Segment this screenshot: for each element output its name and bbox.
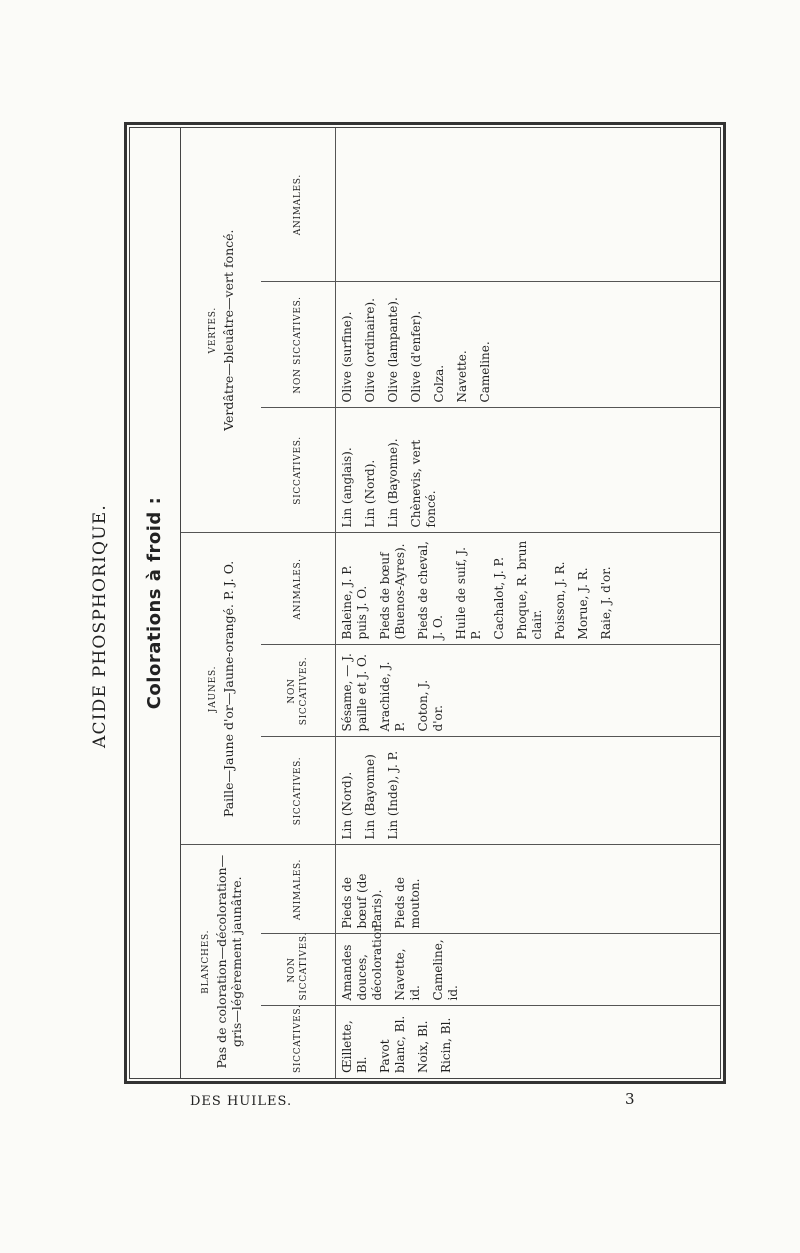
oil-entry: Cameline. [478,341,492,403]
group-title: JAUNES. [208,665,218,713]
group-subtitle: Pas de coloration—décoloration—gris—légèrement jaunâtre. [213,854,244,1069]
column-header: SICCATIVES. [261,737,336,845]
oil-entry: Olive (d'enfer). [409,310,423,403]
oil-entry: Colza. [432,364,446,403]
oil-entry: Cameline, id. [431,939,460,1001]
oil-entry: Œillette, Bl. [340,1020,369,1073]
oil-entry: Pieds de bœuf (de Paris). [340,873,384,929]
oil-entry: Pieds de mouton. [393,877,422,929]
oil-entry: Amandes douces, décoloration. [340,920,384,1001]
group-header-vertes [181,128,261,533]
oil-entry: Arachide, J. P. [378,661,407,732]
group-title: BLANCHES. [200,929,211,994]
group-header-blanches [181,845,261,1078]
table-caption: Colorations à froid : [130,128,181,1078]
table-cell [336,533,721,645]
table-cell [336,645,721,737]
oil-entry: Ricin, Bl. [439,1017,453,1073]
group-subtitle: Verdâtre—bleuâtre—vert foncé. [221,229,236,431]
column-header: NON SICCATIVES. [261,934,336,1006]
group-subtitle: Paille—Jaune d'or—Jaune-orangé. P. J. O. [221,560,236,818]
table-cell [336,408,721,533]
page-number: 3 [625,1090,635,1108]
table-cell [336,282,721,408]
oil-entry: Olive (surfine). [340,311,354,403]
oil-entry: Chènevis, vert foncé. [409,439,438,528]
table-cell [336,128,721,282]
footer-running-head: DES HUILES. [190,1094,293,1109]
oil-entry: Coton, J. d'or. [416,679,445,732]
column-header: ANIMALES. [261,128,336,282]
group-header-jaunes [181,533,261,845]
group-title: VERTES. [208,306,218,354]
table-cell [336,1006,721,1078]
column-header: ANIMALES. [261,533,336,645]
oil-entry: Lin (Nord). [363,459,377,528]
oil-entry: Lin (Bayonne). [386,438,400,528]
column-header: ANIMALES. [261,845,336,934]
table-cell [336,920,721,1006]
table-cell [336,737,721,845]
oil-entry: Noix, Bl. [416,1020,430,1073]
column-header: SICCATIVES. [261,1006,336,1078]
oil-entry: Lin (Nord). [340,771,354,840]
oil-entry: Baleine, J. P. puis J. O. [340,565,369,640]
table-cell [336,845,721,934]
oil-entry: Navette, id. [393,948,422,1001]
column-header: NON SICCATIVES. [261,645,336,737]
rotated-table [130,128,720,1078]
oil-entry: Lin (Bayonne) [363,754,377,840]
oil-entry: Pieds de cheval, J. O. [416,541,445,640]
oil-entry: Navette. [455,350,469,403]
oil-entry: Pavot blanc, Bl. [378,1015,407,1073]
oil-entry: Raie, J. d'or. [599,566,613,640]
oil-entry: Lin (Inde), J. P. [386,750,400,840]
oil-entry: Cachalot, J. P. [492,557,506,640]
oil-entry: Sésame, — J. paille et J. O. [340,653,369,732]
column-header: NON SICCATIVES. [261,282,336,408]
oil-coloration-table [181,128,720,1078]
oil-entry: Olive (ordinaire). [363,298,377,403]
column-header: SICCATIVES. [261,408,336,533]
oil-entry: Phoque, R. brun clair. [515,540,544,640]
oil-entry: Pieds de bœuf (Buenos-Ayres). [378,543,407,640]
oil-entry: Poisson, J. R. [553,561,567,640]
oil-entry: Lin (anglais). [340,447,354,528]
oil-entry: Olive (lampante). [386,297,400,403]
oil-entry: Huile de suif, J. P. [454,547,483,640]
oil-entry: Morue, J. R. [576,567,590,640]
running-title: ACIDE PHOSPHORIQUE. [90,504,110,748]
